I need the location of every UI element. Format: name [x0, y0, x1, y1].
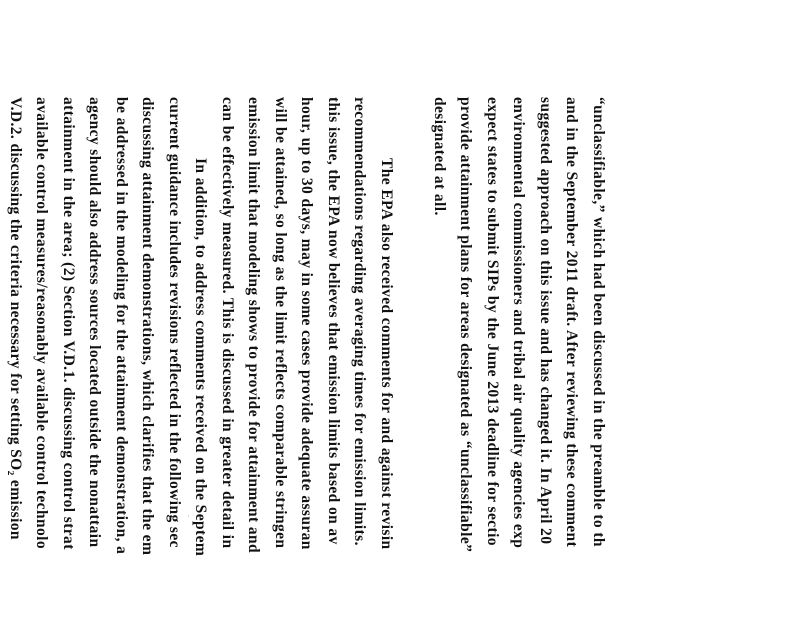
text-line: can be effectively measured. This is discussed in greater detail in	[219, 97, 236, 549]
text-line: agency should also address sources located outside the nonattain	[86, 97, 103, 548]
text-line: The EPA also received comments for and against revisin	[378, 158, 395, 550]
text-line: suggested approach on this issue and has changed it. In April 20	[537, 97, 554, 545]
margin-mark: ·	[184, 515, 192, 518]
text-line: available control measures/reasonably available control technolo	[33, 97, 50, 549]
text-line: In addition, to address comments received on the Septem	[192, 158, 209, 557]
text-line: be addressed in the modeling for the attainment demonstration, a	[113, 97, 130, 555]
text-line: attainment in the area; (2) Section V.D.1. discussing control strat	[60, 97, 77, 550]
text-line: provide attainment plans for areas designated as “unclassifiable”	[457, 97, 474, 553]
document-body	[7, 0, 700, 618]
text-line: discussing attainment demonstrations, which clarifies that the em	[139, 97, 156, 556]
text-line: environmental commissioners and tribal air quality agencies exp	[510, 97, 527, 549]
text-line: this issue, the EPA now believes that emission limits based on av	[325, 97, 342, 545]
text-line: expect states to submit SIPs by the June 2013 deadline for sectio	[484, 97, 501, 546]
text-line: designated at all.	[431, 97, 448, 216]
text-line: recommendations regarding averaging times for emission limits.	[351, 97, 368, 546]
text-line: V.D.2. discussing the criteria necessary for setting SO₂ emission	[7, 97, 24, 540]
text-line: “unclassifiable,” which had been discussed in the preamble to th	[590, 97, 607, 547]
text-line: hour, up to 30 days, may in some cases provide adequate assuran	[298, 97, 315, 550]
text-line: current guidance includes revisions reflected in the following sec	[166, 97, 183, 548]
rotated-document-page	[7, 0, 700, 618]
text-line: will be attained, so long as the limit reflects comparable stringen	[272, 97, 289, 549]
text-line: and in the September 2011 draft. After reviewing these comment	[563, 97, 580, 548]
text-line: emission limit that modeling shows to provide for attainment and	[245, 97, 262, 554]
